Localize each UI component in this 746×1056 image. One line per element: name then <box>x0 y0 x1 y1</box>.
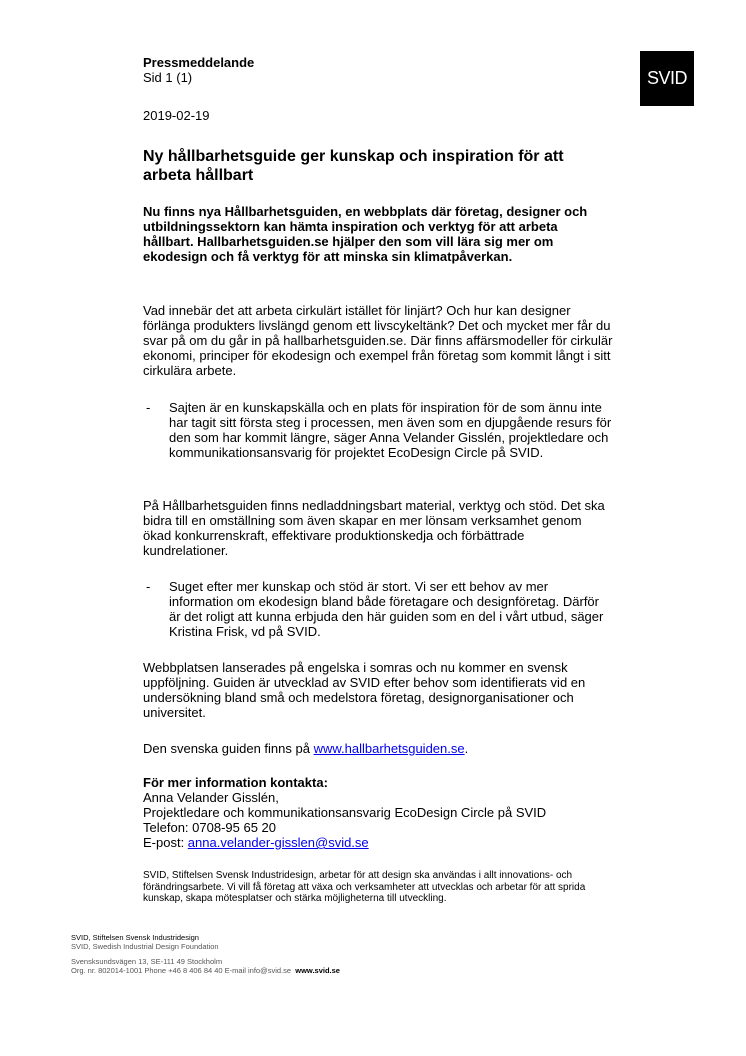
body-paragraph-1: Vad innebär det att arbeta cirkulärt istället för linjärt? Och hur kan designer förlänga produkters livslängd genom ett livscykeltänk? Det och mycket mer får du svar på om du går in på hallbarhetsguiden.se. Där finns affärsmodeller för cirkulär ekonomi, principer för ekodesign och exempel från företag som kommit långt i sitt cirkulära arbete. <box>143 303 613 378</box>
document-header <box>143 55 254 85</box>
guide-suffix: . <box>464 741 469 756</box>
quote-dash: - <box>146 400 151 415</box>
email-label: E-post: <box>143 835 188 850</box>
quote-text: Sajten är en kunskapskälla och en plats för inspiration för de som ännu inte har tagit sitt första steg i processen, men även som en djupgående resurs för den som har kommit längre, säger Anna Velander Gisslén, projektledare och kommunikationsansvarig för projektet EcoDesign Circle på SVID. <box>169 400 612 460</box>
contact-heading: För mer information kontakta: <box>143 775 328 790</box>
contact-email-line <box>143 835 613 850</box>
contact-phone: Telefon: 0708-95 65 20 <box>143 820 276 835</box>
footer-org: Org. nr. 802014-1001 Phone +46 8 406 84 40 E-mail info@svid.se <box>71 966 292 975</box>
body-paragraph-4 <box>143 741 613 756</box>
guide-link[interactable]: www.hallbarhetsguiden.se <box>313 741 465 756</box>
quote-text: Suget efter mer kunskap och stöd är stort. Vi ser ett behov av mer information om ekodesign bland både företagare och designföretag. Därför är det roligt att kunna erbjuda den här guiden som en del i vårt utbud, säger Kristina Frisk, vd på SVID. <box>169 579 604 639</box>
email-link[interactable]: anna.velander-gisslen@svid.se <box>187 835 369 850</box>
contact-role: Projektledare och kommunikationsansvarig EcoDesign Circle på SVID <box>143 805 547 820</box>
footer-org-line <box>71 966 340 975</box>
about-svid: SVID, Stiftelsen Svensk Industridesign, arbetar för att design ska användas i allt innovations- och förändringsarbete. Vi vill få företag att växa och verksamheter att utvecklas och arbetar för att sprida kunskap, skapa mötesplatser och stärka möjligheterna till utveckling. <box>143 870 586 904</box>
page-footer <box>71 933 340 975</box>
body-paragraph-3: Webbplatsen lanserades på engelska i somras och nu kommer en svensk uppföljning. Guiden är utvecklad av SVID efter behov som identifierats vid en undersökning bland små och medelstora företag, designorganisationer och universitet. <box>143 660 586 720</box>
headline: Ny hållbarhetsguide ger kunskap och inspiration för att arbeta hållbart <box>143 148 564 184</box>
quote-2 <box>143 579 613 639</box>
lead-paragraph: Nu finns nya Hållbarhetsguiden, en webbplats där företag, designer och utbildningssektorn kan hämta inspiration och verktyg för att arbeta hållbart. Hallbarhetsguiden.se hjälper den som vill lära sig mer om ekodesign och få verktyg för att minska sin klimatpåverkan. <box>143 204 588 264</box>
page-number: Sid 1 (1) <box>143 70 193 85</box>
footer-web-link[interactable]: www.svid.se <box>295 966 340 975</box>
contact-name: Anna Velander Gisslén, <box>143 790 279 805</box>
guide-prefix: Den svenska guiden finns på <box>143 741 314 756</box>
quote-1 <box>143 400 613 460</box>
footer-name-sv: SVID, Stiftelsen Svensk Industridesign <box>71 933 199 942</box>
svid-logo <box>640 51 694 106</box>
contact-block <box>143 775 613 850</box>
release-date: 2019-02-19 <box>143 108 210 123</box>
footer-name-en: SVID, Swedish Industrial Design Foundation <box>71 942 219 951</box>
logo-text: SVID <box>646 68 687 88</box>
document-type: Pressmeddelande <box>143 55 255 70</box>
body-paragraph-2: På Hållbarhetsguiden finns nedladdningsbart material, verktyg och stöd. Det ska bidra till en omställning som även skapar en mer lönsam verksamhet genom ökad konkurrenskraft, effektivare produktionskedja och förbättrade kundrelationer. <box>143 498 605 558</box>
footer-address: Svensksundsvägen 13, SE-111 49 Stockholm <box>71 957 223 966</box>
quote-dash: - <box>146 579 151 594</box>
